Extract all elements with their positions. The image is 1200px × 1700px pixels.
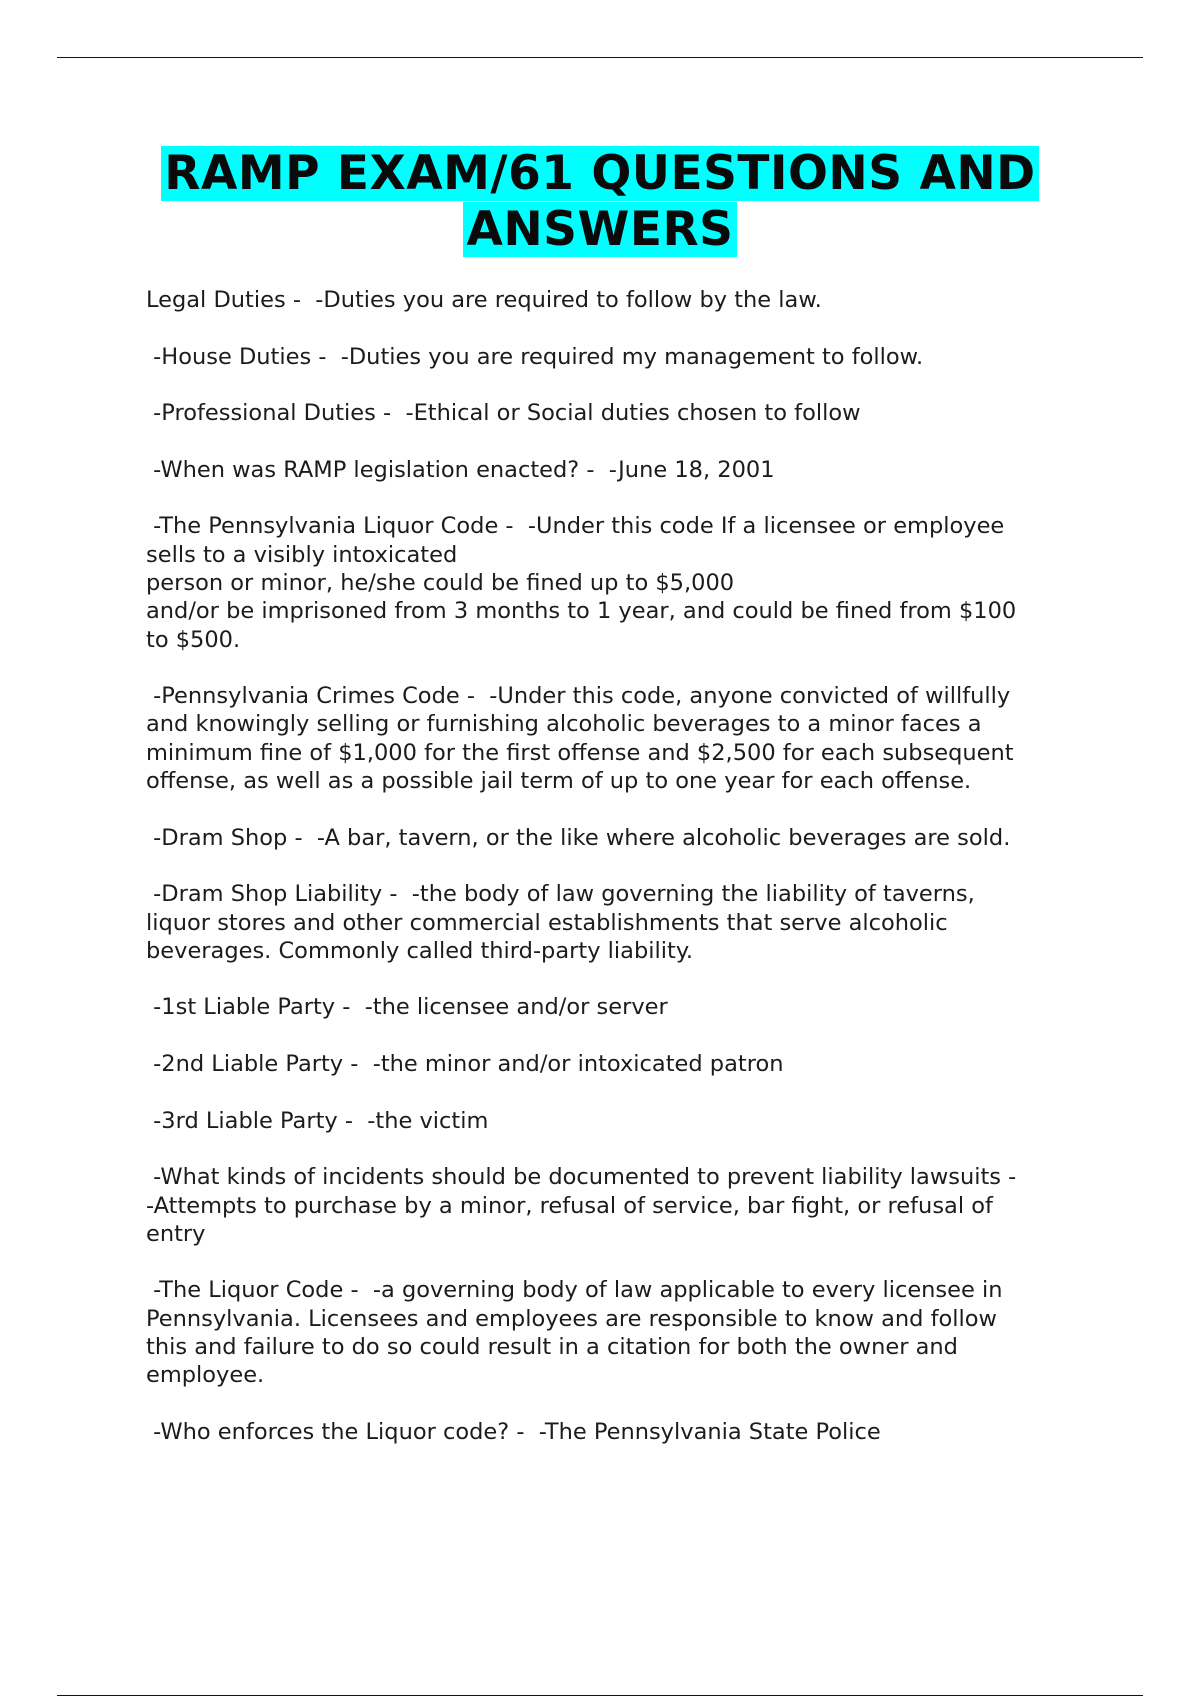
qa-entry-line: Pennsylvania. Licensees and employees are responsible to know and follow — [146, 1305, 997, 1332]
qa-entry-line: and knowingly selling or furnishing alcoholic beverages to a minor faces a — [146, 711, 982, 738]
document-title — [100, 146, 1100, 258]
qa-entry-line: offense, as well as a possible jail term of up to one year for each offense. — [146, 768, 972, 795]
qa-entry — [146, 1107, 1086, 1135]
qa-entry-line: -1st Liable Party - -the licensee and/or server — [146, 994, 668, 1021]
qa-entry — [146, 1418, 1086, 1446]
qa-entry-line: liquor stores and other commercial establishments that serve alcoholic — [146, 909, 948, 936]
qa-entry — [146, 824, 1086, 852]
qa-entry-line: -House Duties - -Duties you are required my management to follow. — [146, 343, 924, 370]
qa-entry-line: sells to a visibly intoxicated — [146, 541, 458, 568]
qa-entry-line: Legal Duties - -Duties you are required to follow by the law. — [146, 287, 822, 313]
qa-entry-line: -What kinds of incidents should be documented to prevent liability lawsuits - — [146, 1164, 1017, 1191]
qa-entry-line: employee. — [146, 1362, 265, 1389]
qa-entry-line: to $500. — [146, 626, 241, 653]
qa-entry — [146, 880, 1086, 965]
qa-list — [146, 286, 1086, 1474]
qa-entry-line: -Pennsylvania Crimes Code - -Under this code, anyone convicted of willfully — [146, 683, 1011, 710]
qa-entry — [146, 399, 1086, 427]
qa-entry-line: minimum fine of $1,000 for the first offense and $2,500 for each subsequent — [146, 739, 1014, 766]
qa-entry — [146, 1050, 1086, 1078]
qa-entry-line: -Attempts to purchase by a minor, refusal of service, bar fight, or refusal of — [146, 1192, 993, 1219]
qa-entry-line: -Dram Shop - -A bar, tavern, or the like where alcoholic beverages are sold. — [146, 824, 1011, 851]
top-divider — [57, 57, 1143, 58]
qa-entry — [146, 682, 1086, 795]
qa-entry-line: -When was RAMP legislation enacted? - -June 18, 2001 — [146, 456, 775, 483]
qa-entry — [146, 343, 1086, 371]
qa-entry — [146, 993, 1086, 1021]
qa-entry-line: this and failure to do so could result in a citation for both the owner and — [146, 1333, 958, 1360]
qa-entry-line: entry — [146, 1220, 206, 1247]
qa-entry-line: beverages. Commonly called third-party liability. — [146, 937, 694, 964]
qa-entry-line: -Who enforces the Liquor code? - -The Pennsylvania State Police — [146, 1418, 881, 1445]
qa-entry — [146, 456, 1086, 484]
qa-entry — [146, 286, 1086, 314]
qa-entry-line: -Professional Duties - -Ethical or Social duties chosen to follow — [146, 400, 861, 427]
title-line-2: ANSWERS — [463, 202, 736, 257]
bottom-divider — [57, 1695, 1143, 1696]
qa-entry-line: person or minor, he/she could be fined up to $5,000 — [146, 569, 735, 596]
qa-entry — [146, 1276, 1086, 1389]
qa-entry-line: and/or be imprisoned from 3 months to 1 year, and could be fined from $100 — [146, 598, 1017, 625]
qa-entry-line: -3rd Liable Party - -the victim — [146, 1107, 489, 1134]
qa-entry-line: -2nd Liable Party - -the minor and/or intoxicated patron — [146, 1051, 784, 1078]
qa-entry — [146, 512, 1086, 653]
qa-entry-line: -The Liquor Code - -a governing body of law applicable to every licensee in — [146, 1277, 1003, 1304]
qa-entry-line: -The Pennsylvania Liquor Code - -Under this code If a licensee or employee — [146, 513, 1005, 540]
qa-entry-line: -Dram Shop Liability - -the body of law governing the liability of taverns, — [146, 881, 975, 908]
qa-entry — [146, 1163, 1086, 1248]
title-line-1: RAMP EXAM/61 QUESTIONS AND — [161, 146, 1038, 201]
